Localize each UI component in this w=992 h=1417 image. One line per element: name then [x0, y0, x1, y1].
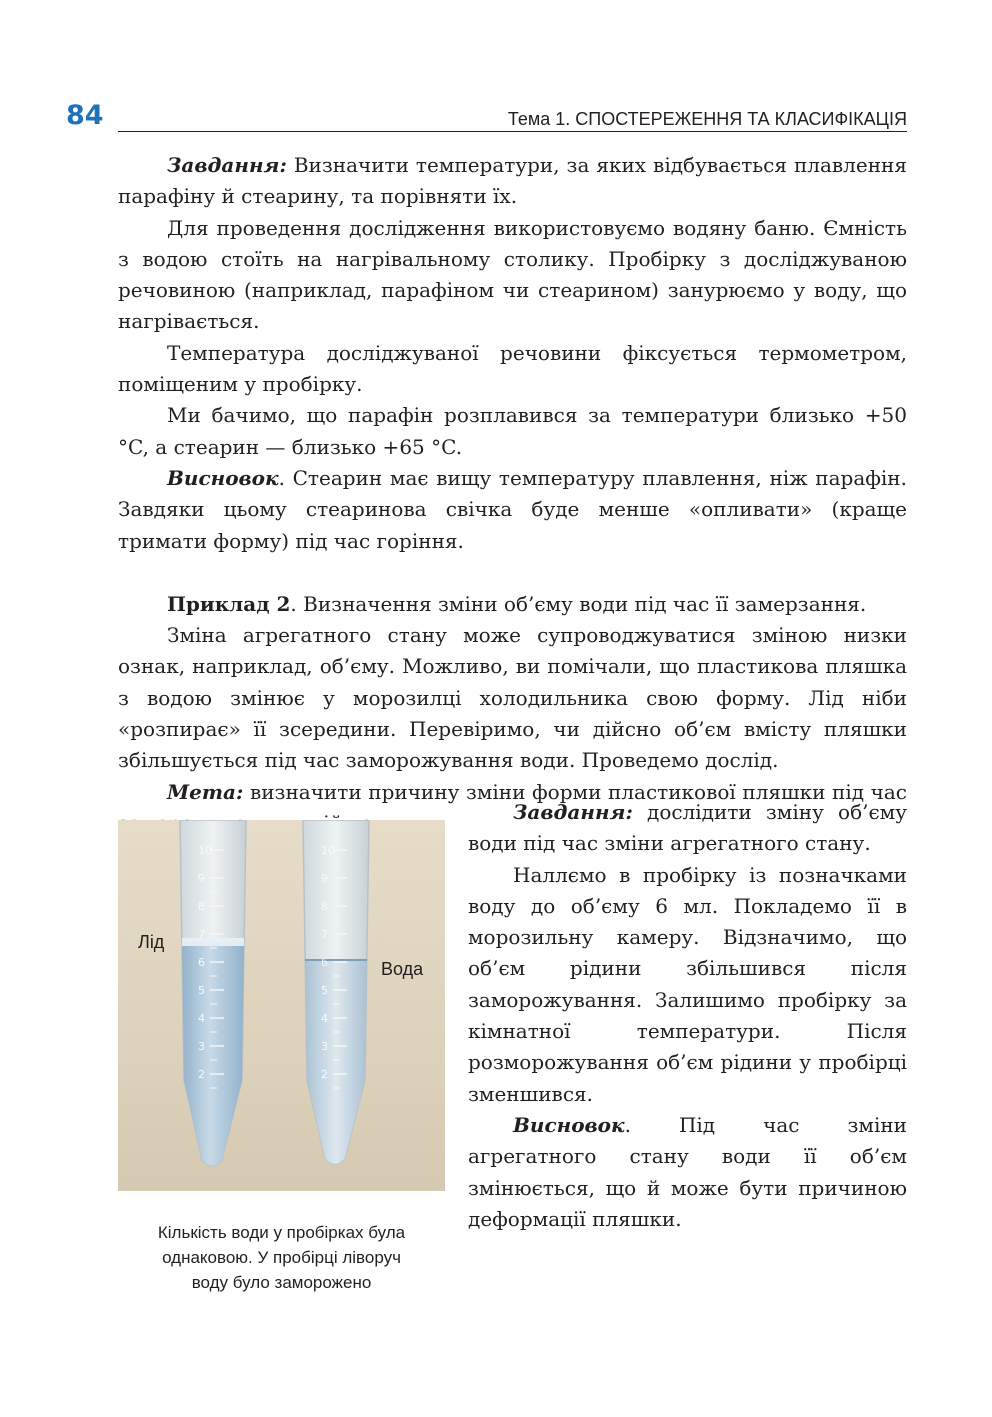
left-tube-tick-label: 2 — [198, 1068, 205, 1081]
label-water: Вода — [381, 959, 424, 979]
caption-line: однаковою. У пробірці ліворуч — [162, 1248, 401, 1267]
test-tubes-illustration — [118, 820, 445, 1191]
label-ice: Лід — [138, 932, 165, 952]
goal-text: визначити причину зміни форми пластикової пляшки під час — [249, 779, 907, 804]
paragraph-procedure: Наллємо в пробірку із позначками воду до об’єму 6 мл. Покладемо її в морозильну камеру. Відзначимо, що об’єм рідини збільшився після заморожування. Залишимо пробірку за кімнатної температури. Після розморожування об’єм рідини у пробірці зменшився. — [468, 862, 907, 1106]
right-tube-tick-label: 9 — [321, 872, 328, 885]
left-tube-tick-label: 8 — [198, 900, 205, 913]
right-tube-tick-label: 10 — [321, 844, 335, 857]
conclusion-2-text: . Під час зміни агрегатного стану води її об’єм змінюється, що й може бути причиною деформації пляшки. — [468, 1112, 907, 1231]
right-tube-tick-label: 2 — [321, 1068, 328, 1081]
left-tube-tick-label: 7 — [198, 928, 205, 941]
left-tube-tick-label: 3 — [198, 1040, 205, 1053]
conclusion-lead: Висновок — [167, 465, 279, 490]
paragraph-conclusion — [118, 463, 907, 557]
right-tube-tick-label: 8 — [321, 900, 328, 913]
paragraph-task — [118, 150, 907, 213]
paragraph-water-bath: Для проведення дослідження використовуємо водяну баню. Ємність з водою стоїть на нагрівальному столику. Пробірку з досліджуваною речовиною (наприклад, парафіном чи стеарином) занурюємо у воду, що нагрівається. — [118, 215, 907, 334]
right-tube-tick-label: 5 — [321, 984, 328, 997]
figure-caption — [118, 1220, 445, 1295]
caption-line: воду було заморожено — [191, 1273, 372, 1292]
paragraph-task-2 — [468, 797, 907, 860]
caption-line: Кількість води у пробірках була — [157, 1223, 406, 1242]
task-text: Визначити температури, за яких відбувається плавлення парафіну й стеарину, та порівняти їх. — [118, 153, 907, 209]
right-column-text — [468, 797, 907, 1235]
conclusion-2-lead: Висновок — [513, 1112, 625, 1137]
paragraph-result: Ми бачимо, що парафін розплавився за температури близько +50 °C, а стеарин — близько +65 °C. — [118, 403, 907, 459]
test-tubes-photo — [118, 820, 445, 1191]
left-tube-tick-label: 5 — [198, 984, 205, 997]
task-2-text: дослідити зміну об’єму води під час зміни агрегатного стану. — [468, 800, 907, 856]
left-tube-tick-label: 9 — [198, 872, 205, 885]
header-rule — [118, 131, 907, 132]
left-tube-tick-label: 10 — [198, 844, 212, 857]
conclusion-text: . Стеарин має вищу температуру плавлення, ніж парафін. Завдяки цьому стеаринова свічка буде менше «опливати» (краще тримати форму) під час горіння. — [118, 465, 907, 553]
left-tube-tick-label: 6 — [198, 956, 205, 969]
right-tube-tick-label: 6 — [321, 956, 328, 969]
task-lead: Завдання: — [167, 153, 287, 177]
main-text — [118, 150, 907, 839]
example-2-text: . Визначення зміни об’єму води під час її замерзання. — [290, 591, 867, 616]
task-2-lead: Завдання: — [513, 800, 633, 824]
right-tube-tick-label: 3 — [321, 1040, 328, 1053]
example-2-lead: Приклад 2 — [167, 591, 291, 616]
paragraph-thermometer: Температура досліджуваної речовини фіксується термометром, поміщеним у пробірку. — [118, 340, 907, 397]
right-tube-tick-label: 7 — [321, 928, 328, 941]
page-number: 84 — [66, 100, 104, 131]
goal-lead: Мета: — [167, 779, 244, 804]
right-tube-tick-label: 4 — [321, 1012, 328, 1025]
left-tube-tick-label: 4 — [198, 1012, 205, 1025]
running-header-title: Тема 1. СПОСТЕРЕЖЕННЯ ТА КЛАСИФІКАЦІЯ — [507, 109, 907, 129]
paragraph-example-2 — [118, 589, 907, 620]
paragraph-volume-change: Зміна агрегатного стану може супроводжуватися зміною низки ознак, наприклад, об’єму. Можливо, ви помічали, що пластикова пляшка з водою змінює у морозилці холодильника свою форму. Лід ніби «розпирає» її зсередини. Перевіримо, чи дійсно об’єм вмісту пляшки збільшується під час заморожування води. Проведемо дослід. — [118, 623, 907, 773]
paragraph-conclusion-2 — [468, 1110, 907, 1235]
